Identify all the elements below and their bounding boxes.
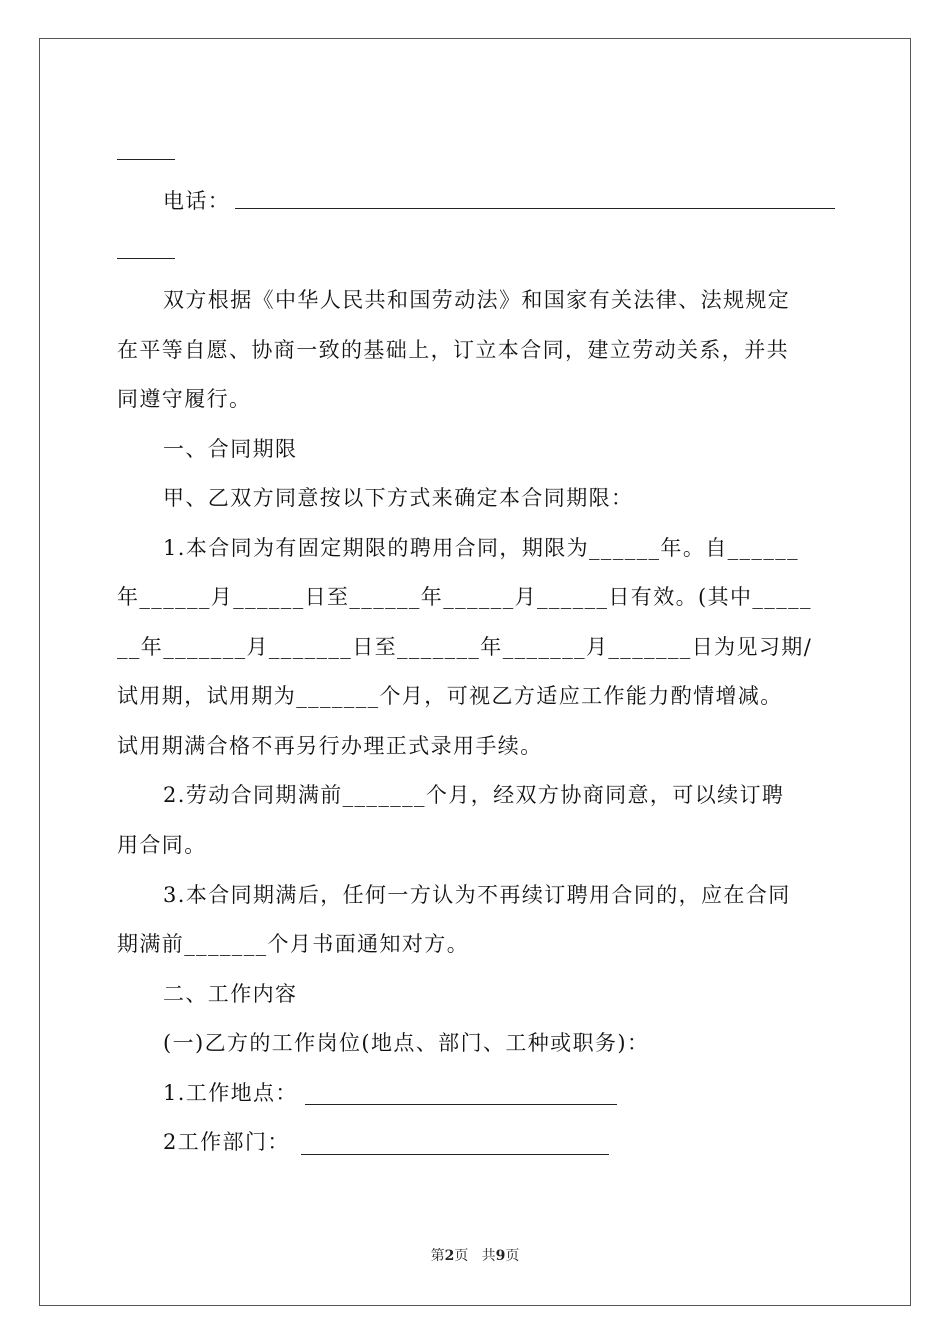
blank-line [117, 159, 175, 160]
blank-line [117, 258, 175, 259]
section-heading: 一、合同期限 [163, 437, 298, 461]
tel-blank-line [235, 208, 835, 209]
paragraph-line: 双方根据《中华人民共和国劳动法》和国家有关法律、法规规定 [163, 288, 791, 312]
paragraph-line: 用合同。 [117, 833, 207, 857]
paragraph-line: 试用期满合格不再另行办理正式录用手续。 [117, 734, 543, 758]
tel-label: 电话： [163, 189, 231, 213]
paragraph-line: 同遵守履行。 [117, 387, 252, 411]
paragraph-line: __年_______月_______日至_______年_______月_______日为见习期/ [117, 635, 813, 659]
current-page-number: 2 [444, 1248, 455, 1264]
footer-suffix: 页 [505, 1248, 520, 1264]
page-number-footer [0, 1246, 950, 1266]
total-page-number: 9 [495, 1248, 506, 1264]
paragraph-line: (一)乙方的工作岗位(地点、部门、工种或职务)： [163, 1031, 650, 1055]
paragraph-line: 试用期，试用期为_______个月，可视乙方适应工作能力酌情增减。 [117, 684, 783, 708]
section-heading: 二、工作内容 [163, 982, 298, 1006]
footer-mid: 页 共 [454, 1248, 496, 1264]
paragraph-line: 1.本合同为有固定期限的聘用合同，期限为______年。自______ [163, 536, 800, 560]
work-location-label: 1.工作地点： [163, 1081, 298, 1105]
work-department-label: 2工作部门： [163, 1130, 290, 1154]
footer-prefix: 第 [430, 1248, 445, 1264]
paragraph-line: 在平等自愿、协商一致的基础上，订立本合同，建立劳动关系，并共 [117, 338, 789, 362]
work-department-blank [301, 1154, 609, 1155]
page-border [39, 38, 911, 1306]
paragraph-line: 3.本合同期满后，任何一方认为不再续订聘用合同的，应在合同 [163, 883, 791, 907]
paragraph-line: 期满前_______个月书面通知对方。 [117, 932, 470, 956]
work-location-blank [305, 1104, 617, 1105]
paragraph-line: 年______月______日至______年______月______日有效。(其中_____ [117, 585, 812, 609]
paragraph-line: 甲、乙双方同意按以下方式来确定本合同期限： [163, 486, 634, 510]
paragraph-line: 2.劳动合同期满前_______个月，经双方协商同意，可以续订聘 [163, 783, 785, 807]
